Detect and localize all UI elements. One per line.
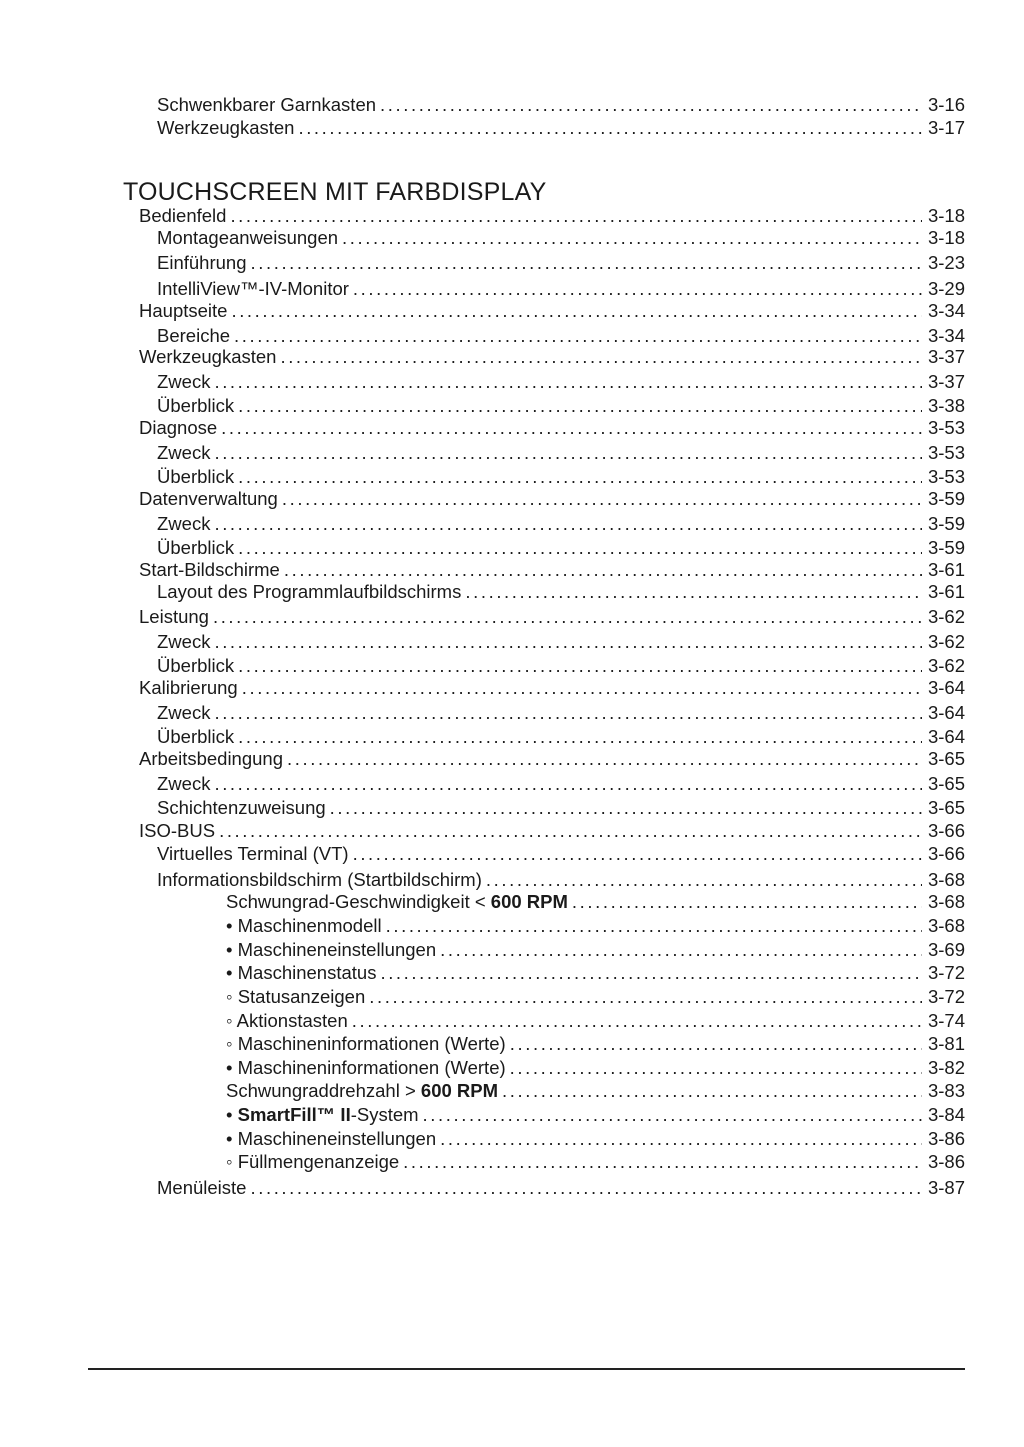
toc-entry[interactable]	[157, 726, 965, 750]
toc-entry-label: Schwungrad-Geschwindigkeit < 600 RPM	[226, 891, 568, 912]
toc-entry-page: 3-38	[927, 395, 965, 416]
dot-leader	[213, 606, 922, 628]
dot-leader	[353, 278, 922, 300]
dot-leader	[380, 94, 922, 116]
toc-entry-label: • SmartFill™ II-System	[226, 1104, 419, 1125]
toc-entry[interactable]	[139, 559, 965, 583]
dot-leader	[282, 488, 922, 510]
toc-entry[interactable]	[157, 252, 965, 276]
dot-leader	[238, 466, 922, 488]
toc-entry[interactable]	[139, 205, 965, 229]
toc-entry-label: Bedienfeld	[139, 205, 227, 226]
toc-entry-page: 3-64	[927, 677, 965, 698]
toc-entry-label: ◦ Maschineninformationen (Werte)	[226, 1033, 506, 1054]
toc-entry[interactable]	[226, 1010, 965, 1034]
toc-entry-label: • Maschineneinstellungen	[226, 1128, 437, 1149]
toc-entry-page: 3-53	[927, 466, 965, 487]
toc-entry-label: Zweck	[157, 513, 211, 534]
dot-leader	[510, 1033, 922, 1055]
toc-entry-page: 3-65	[927, 797, 965, 818]
toc-entry-page: 3-87	[927, 1177, 965, 1198]
toc-entry-page: 3-65	[927, 748, 965, 769]
toc-entry[interactable]	[157, 773, 965, 797]
toc-entry[interactable]	[139, 677, 965, 701]
toc-entry-label: Informationsbildschirm (Startbildschirm)	[157, 869, 482, 890]
toc-entry-label: • Maschineninformationen (Werte)	[226, 1057, 506, 1078]
toc-entry-page: 3-68	[927, 891, 965, 912]
toc-entry-label: Zweck	[157, 442, 211, 463]
dot-leader	[403, 1151, 922, 1173]
toc-entry-page: 3-62	[927, 655, 965, 676]
toc-entry-page: 3-69	[927, 939, 965, 960]
toc-entry-label: Menüleiste	[157, 1177, 247, 1198]
dot-leader	[250, 1177, 922, 1199]
toc-entry[interactable]	[226, 1080, 965, 1104]
dot-leader	[214, 702, 922, 724]
toc-entry[interactable]	[139, 748, 965, 772]
toc-entry-label: Arbeitsbedingung	[139, 748, 283, 769]
toc-entry-page: 3-64	[927, 726, 965, 747]
dot-leader	[330, 797, 922, 819]
toc-entry[interactable]	[157, 466, 965, 490]
toc-entry[interactable]	[157, 278, 965, 302]
toc-entry[interactable]	[157, 94, 965, 118]
toc-entry-label: Hauptseite	[139, 300, 228, 321]
dot-leader	[238, 655, 922, 677]
toc-entry-label: Überblick	[157, 537, 235, 558]
toc-entry-label: Diagnose	[139, 417, 218, 438]
toc-entry-page: 3-62	[927, 631, 965, 652]
toc-entry[interactable]	[139, 820, 965, 844]
toc-entry-label: Schwenkbarer Garnkasten	[157, 94, 377, 115]
toc-entry-label: ◦ Aktionstasten	[226, 1010, 348, 1031]
toc-entry-page: 3-53	[927, 417, 965, 438]
dot-leader	[287, 748, 922, 770]
toc-entry-page: 3-16	[927, 94, 965, 115]
toc-entry-label: Layout des Programmlaufbildschirms	[157, 581, 462, 602]
toc-entry-page: 3-59	[927, 537, 965, 558]
dot-leader	[280, 346, 922, 368]
dot-leader	[250, 252, 921, 274]
toc-entry[interactable]	[226, 1104, 965, 1128]
toc-entry-label: Zweck	[157, 631, 211, 652]
toc-entry[interactable]	[157, 537, 965, 561]
dot-leader	[440, 1128, 922, 1150]
toc-entry-page: 3-18	[927, 205, 965, 226]
dot-leader	[221, 417, 922, 439]
toc-entry[interactable]	[157, 843, 965, 867]
toc-entry[interactable]	[226, 1057, 965, 1081]
toc-entry-page: 3-37	[927, 371, 965, 392]
toc-entry-page: 3-68	[927, 915, 965, 936]
toc-entry[interactable]	[157, 227, 965, 251]
toc-entry-page: 3-83	[927, 1080, 965, 1101]
toc-entry-page: 3-53	[927, 442, 965, 463]
toc-entry[interactable]	[139, 346, 965, 370]
toc-entry-page: 3-81	[927, 1033, 965, 1054]
dot-leader	[214, 773, 922, 795]
toc-entry[interactable]	[139, 606, 965, 630]
dot-leader	[238, 395, 922, 417]
dot-leader	[231, 300, 922, 322]
toc-entry-label: ISO-BUS	[139, 820, 216, 841]
toc-entry-page: 3-34	[927, 300, 965, 321]
toc-entry[interactable]	[157, 442, 965, 466]
toc-entry-label: ◦ Füllmengenanzeige	[226, 1151, 400, 1172]
toc-entry-page: 3-61	[927, 559, 965, 580]
dot-leader	[298, 117, 922, 139]
toc-entry-page: 3-74	[927, 1010, 965, 1031]
toc-entry-label: Start-Bildschirme	[139, 559, 280, 580]
toc-entry[interactable]	[226, 986, 965, 1010]
toc-entry-page: 3-65	[927, 773, 965, 794]
toc-entry-label: ◦ Statusanzeigen	[226, 986, 366, 1007]
toc-entry-page: 3-84	[927, 1104, 965, 1125]
toc-entry-page: 3-86	[927, 1151, 965, 1172]
dot-leader	[380, 962, 922, 984]
toc-entry-page: 3-29	[927, 278, 965, 299]
toc-entry[interactable]	[226, 962, 965, 986]
toc-entry-label: Werkzeugkasten	[157, 117, 295, 138]
toc-entry-page: 3-82	[927, 1057, 965, 1078]
toc-entry[interactable]	[226, 1151, 965, 1175]
toc-entry-label: Montageanweisungen	[157, 227, 339, 248]
toc-entry-page: 3-61	[927, 581, 965, 602]
toc-entry[interactable]	[226, 939, 965, 963]
toc-entry-page: 3-72	[927, 962, 965, 983]
dot-leader	[219, 820, 922, 842]
toc-entry[interactable]	[157, 869, 965, 893]
toc-entry-label: Überblick	[157, 655, 235, 676]
toc-entry-label: Überblick	[157, 395, 235, 416]
toc-entry-label: Zweck	[157, 773, 211, 794]
toc-entry[interactable]	[157, 1177, 965, 1201]
toc-entry-label: Virtuelles Terminal (VT)	[157, 843, 349, 864]
toc-entry-page: 3-18	[927, 227, 965, 248]
dot-leader	[214, 371, 922, 393]
toc-entry-page: 3-23	[927, 252, 965, 273]
toc-entry[interactable]	[157, 513, 965, 537]
toc-entry-label: Einführung	[157, 252, 247, 273]
dot-leader	[284, 559, 922, 581]
toc-entry-page: 3-64	[927, 702, 965, 723]
toc-entry[interactable]	[157, 655, 965, 679]
toc-entry-label: Überblick	[157, 726, 235, 747]
toc-entry-page: 3-37	[927, 346, 965, 367]
dot-leader	[238, 726, 922, 748]
dot-leader	[234, 325, 922, 347]
toc-entry[interactable]	[226, 891, 965, 915]
dot-leader	[353, 843, 922, 865]
toc-entry-label: IntelliView™-IV-Monitor	[157, 278, 349, 299]
toc-entry-label: • Maschineneinstellungen	[226, 939, 437, 960]
toc-entry-label: • Maschinenstatus	[226, 962, 377, 983]
dot-leader	[214, 513, 922, 535]
toc-entry[interactable]	[226, 1128, 965, 1152]
toc-entry-label: Zweck	[157, 702, 211, 723]
toc-entry[interactable]	[157, 702, 965, 726]
toc-entry[interactable]	[157, 797, 965, 821]
toc-entry[interactable]	[157, 631, 965, 655]
toc-entry[interactable]	[157, 117, 965, 141]
dot-leader	[440, 939, 922, 961]
dot-leader	[214, 631, 922, 653]
toc-entry[interactable]	[139, 417, 965, 441]
toc-entry-page: 3-66	[927, 843, 965, 864]
footer-rule	[88, 1368, 965, 1370]
toc-entry[interactable]	[226, 915, 965, 939]
dot-leader	[502, 1080, 922, 1102]
toc-entry[interactable]	[139, 488, 965, 512]
toc-entry[interactable]	[157, 371, 965, 395]
dot-leader	[369, 986, 922, 1008]
toc-entry-page: 3-62	[927, 606, 965, 627]
toc-entry-page: 3-59	[927, 513, 965, 534]
dot-leader	[465, 581, 922, 603]
dot-leader	[386, 915, 922, 937]
toc-entry-label: Zweck	[157, 371, 211, 392]
dot-leader	[214, 442, 922, 464]
toc-entry-page: 3-17	[927, 117, 965, 138]
dot-leader	[486, 869, 922, 891]
dot-leader	[352, 1010, 922, 1032]
toc-entry-label: Datenverwaltung	[139, 488, 278, 509]
section-heading: TOUCHSCREEN MIT FARBDISPLAY	[123, 178, 547, 206]
dot-leader	[572, 891, 922, 913]
toc-entry[interactable]	[157, 581, 965, 605]
toc-entry-page: 3-72	[927, 986, 965, 1007]
toc-entry-page: 3-66	[927, 820, 965, 841]
toc-entry-page: 3-86	[927, 1128, 965, 1149]
toc-entry-label: Schwungraddrehzahl > 600 RPM	[226, 1080, 499, 1101]
toc-entry-label: Überblick	[157, 466, 235, 487]
toc-entry-label: Bereiche	[157, 325, 231, 346]
toc-entry-page: 3-68	[927, 869, 965, 890]
toc-entry[interactable]	[139, 300, 965, 324]
dot-leader	[230, 205, 922, 227]
dot-leader	[342, 227, 922, 249]
toc-entry-label: • Maschinenmodell	[226, 915, 382, 936]
toc-entry[interactable]	[226, 1033, 965, 1057]
dot-leader	[423, 1104, 922, 1126]
toc-entry-label: Kalibrierung	[139, 677, 238, 698]
toc-entry-page: 3-59	[927, 488, 965, 509]
toc-entry-label: Schichtenzuweisung	[157, 797, 326, 818]
toc-entry-label: Werkzeugkasten	[139, 346, 277, 367]
dot-leader	[238, 537, 922, 559]
toc-entry[interactable]	[157, 395, 965, 419]
dot-leader	[242, 677, 922, 699]
toc-entry-label: Leistung	[139, 606, 209, 627]
dot-leader	[510, 1057, 922, 1079]
toc-entry-page: 3-34	[927, 325, 965, 346]
